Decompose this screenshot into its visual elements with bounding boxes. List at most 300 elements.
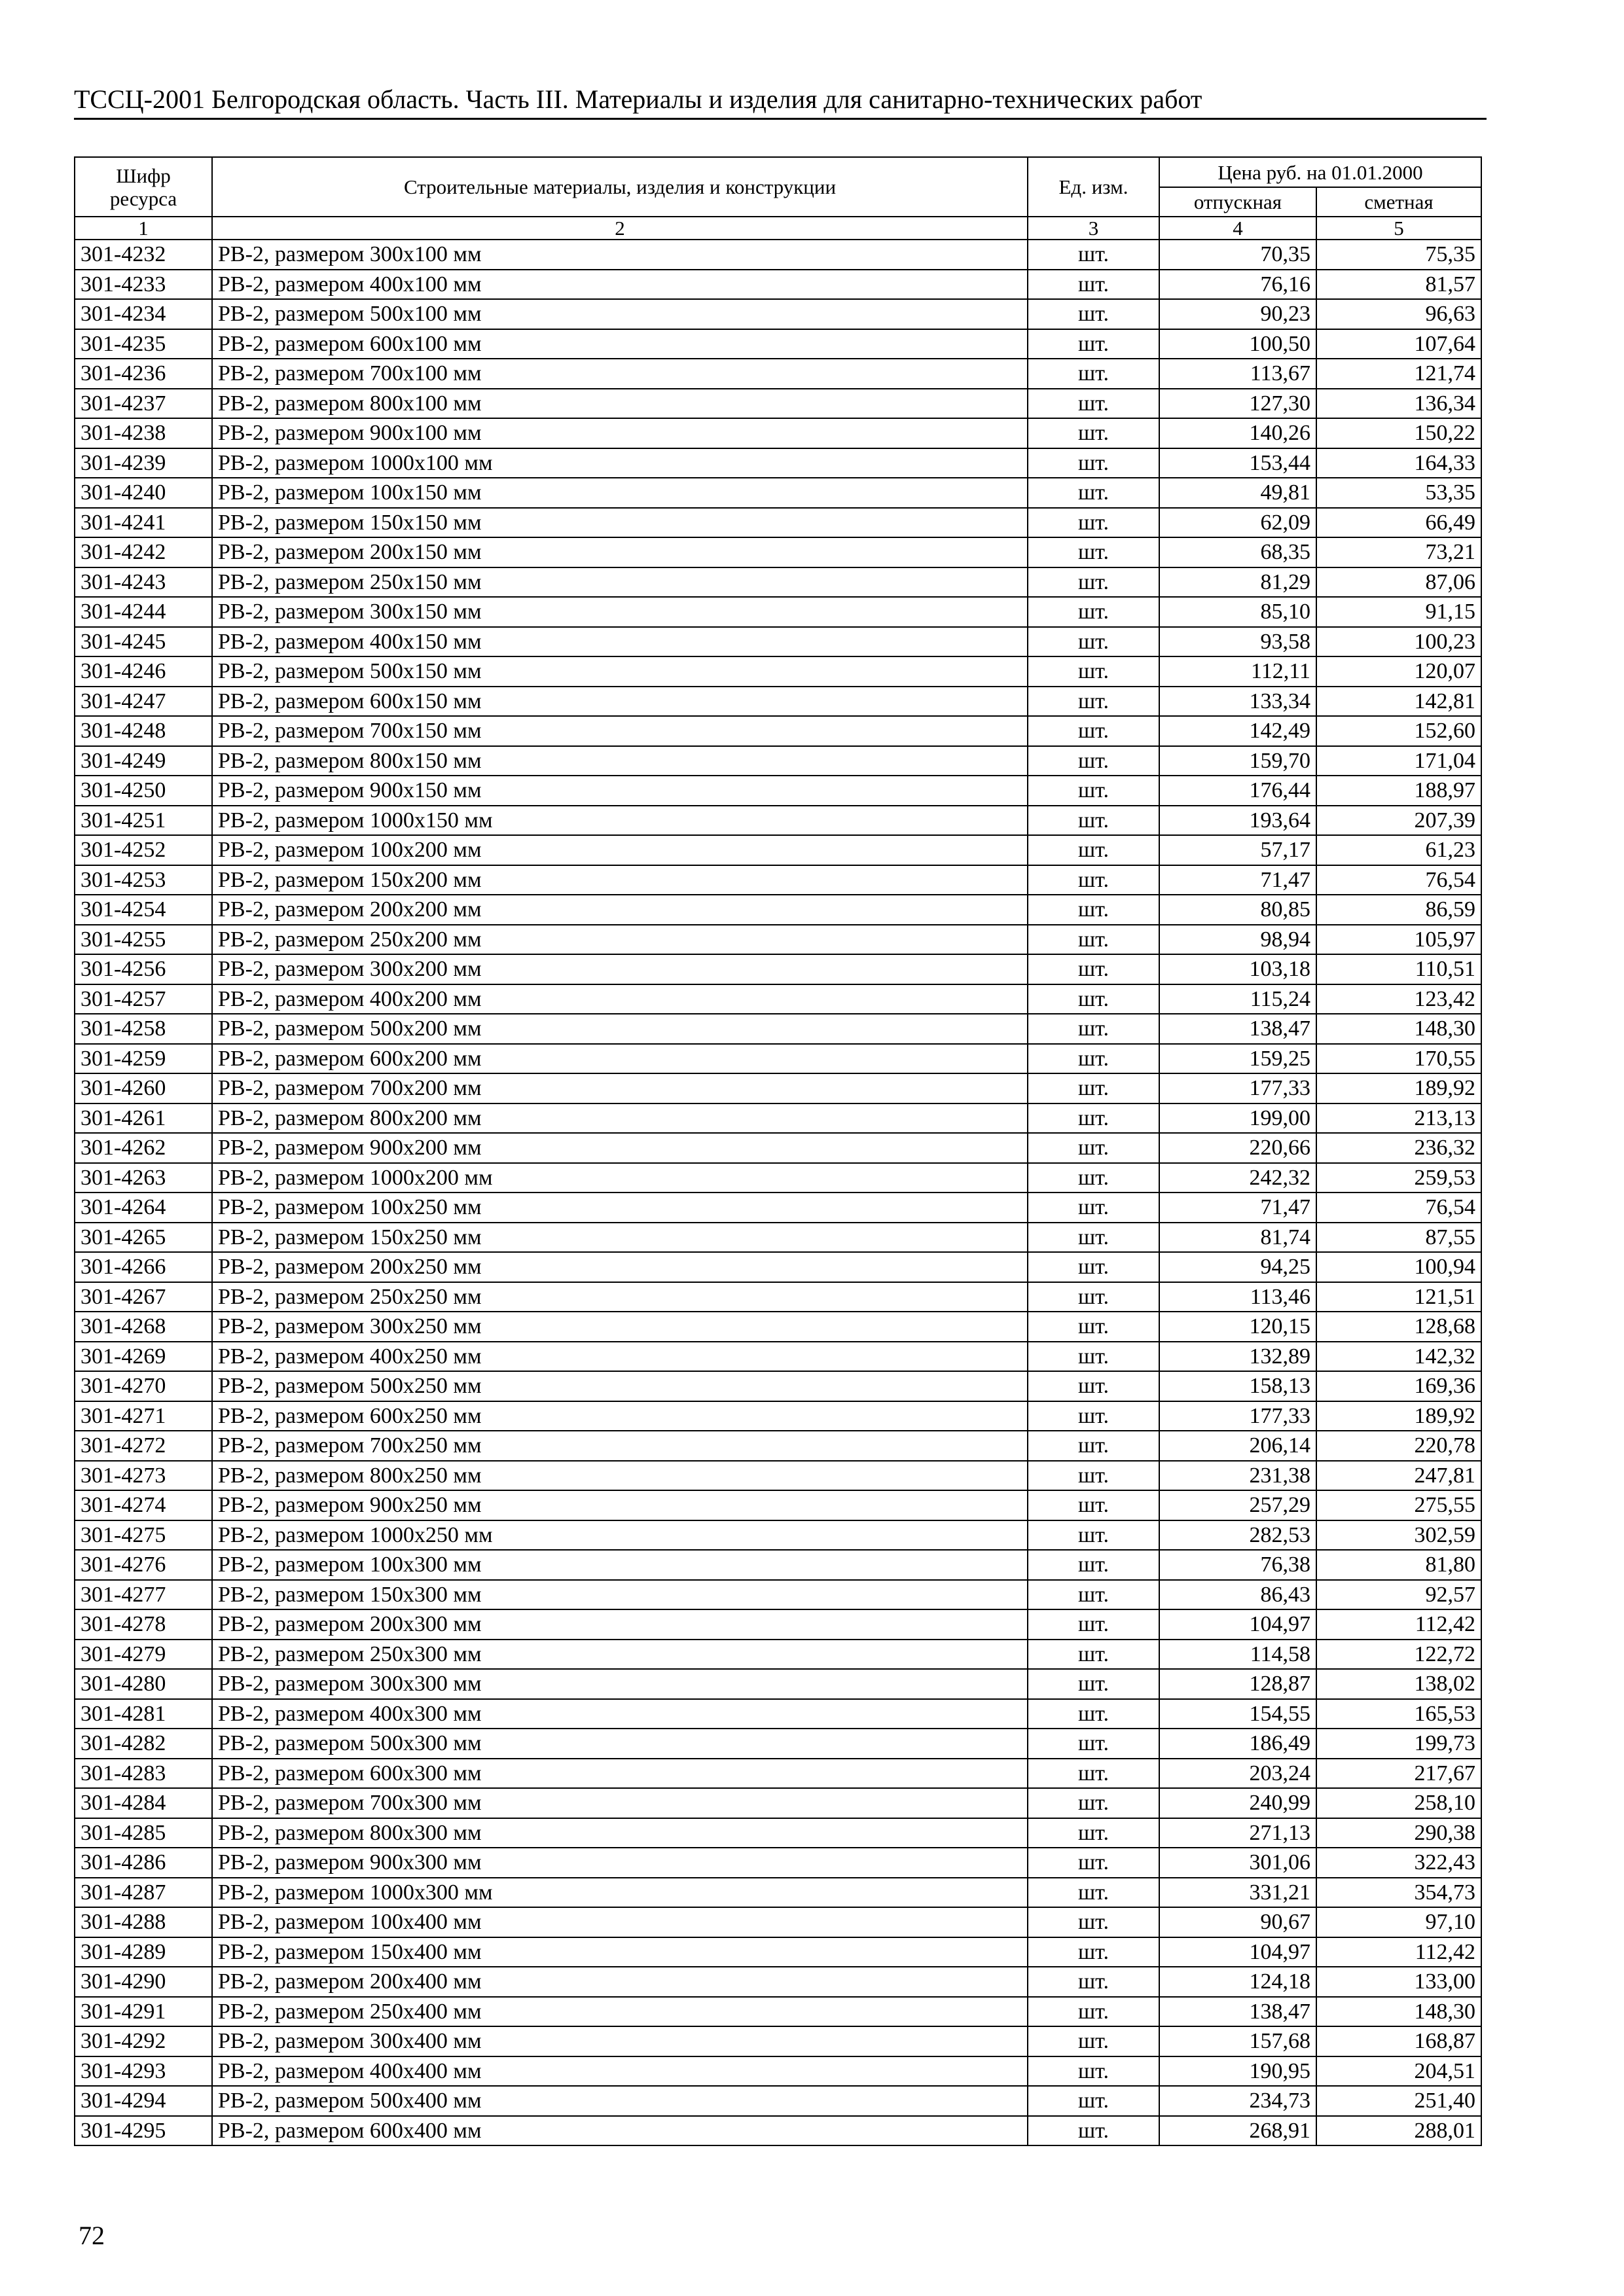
cell-price-estimate: 81,80 [1316,1550,1481,1580]
table-row [75,1729,1481,1759]
cell-price-release: 234,73 [1159,2086,1316,2116]
cell-name: РВ-2, размером 150х250 мм [212,1223,1028,1253]
cell-unit: шт. [1028,299,1159,329]
cell-name: РВ-2, размером 800х250 мм [212,1461,1028,1491]
cell-price-release: 231,38 [1159,1461,1316,1491]
cell-price-estimate: 199,73 [1316,1729,1481,1759]
table-row [75,1580,1481,1610]
cell-unit: шт. [1028,1907,1159,1937]
cell-price-release: 177,33 [1159,1073,1316,1103]
cell-name: РВ-2, размером 200х200 мм [212,895,1028,925]
column-number-1: 1 [75,217,212,240]
table-row [75,984,1481,1014]
cell-unit: шт. [1028,389,1159,419]
table-row [75,359,1481,389]
cell-price-release: 103,18 [1159,954,1316,984]
cell-name: РВ-2, размером 800х300 мм [212,1818,1028,1848]
cell-price-release: 62,09 [1159,508,1316,538]
cell-price-release: 57,17 [1159,835,1316,865]
cell-unit: шт. [1028,1609,1159,1640]
cell-name: РВ-2, размером 700х100 мм [212,359,1028,389]
cell-price-release: 268,91 [1159,2116,1316,2146]
cell-code: 301-4244 [75,597,212,627]
header-price-group: Цена руб. на 01.01.2000 [1159,157,1481,187]
cell-name: РВ-2, размером 200х250 мм [212,1252,1028,1282]
cell-code: 301-4256 [75,954,212,984]
cell-price-estimate: 133,00 [1316,1967,1481,1997]
table-row [75,746,1481,776]
cell-name: РВ-2, размером 1000х150 мм [212,806,1028,836]
table-row [75,1640,1481,1670]
cell-name: РВ-2, размером 1000х300 мм [212,1878,1028,1908]
cell-name: РВ-2, размером 600х150 мм [212,687,1028,717]
cell-code: 301-4251 [75,806,212,836]
cell-name: РВ-2, размером 300х100 мм [212,240,1028,270]
cell-unit: шт. [1028,1490,1159,1520]
cell-price-release: 157,68 [1159,2026,1316,2056]
cell-price-estimate: 188,97 [1316,776,1481,806]
table-row [75,954,1481,984]
cell-name: РВ-2, размером 900х150 мм [212,776,1028,806]
cell-code: 301-4259 [75,1044,212,1074]
cell-code: 301-4265 [75,1223,212,1253]
cell-price-release: 142,49 [1159,716,1316,746]
cell-unit: шт. [1028,1729,1159,1759]
cell-unit: шт. [1028,329,1159,359]
cell-name: РВ-2, размером 700х150 мм [212,716,1028,746]
cell-code: 301-4243 [75,567,212,598]
cell-name: РВ-2, размером 600х250 мм [212,1401,1028,1431]
cell-price-release: 71,47 [1159,865,1316,895]
cell-price-release: 100,50 [1159,329,1316,359]
table-row [75,537,1481,567]
cell-price-estimate: 96,63 [1316,299,1481,329]
cell-name: РВ-2, размером 800х200 мм [212,1103,1028,1134]
cell-price-estimate: 122,72 [1316,1640,1481,1670]
cell-price-release: 257,29 [1159,1490,1316,1520]
cell-price-release: 177,33 [1159,1401,1316,1431]
table-row [75,1878,1481,1908]
cell-price-estimate: 275,55 [1316,1490,1481,1520]
cell-name: РВ-2, размером 500х300 мм [212,1729,1028,1759]
table-row [75,1133,1481,1163]
cell-price-release: 153,44 [1159,448,1316,478]
cell-price-release: 104,97 [1159,1937,1316,1967]
table-row [75,1937,1481,1967]
cell-price-estimate: 100,23 [1316,627,1481,657]
cell-name: РВ-2, размером 400х150 мм [212,627,1028,657]
cell-price-release: 104,97 [1159,1609,1316,1640]
cell-code: 301-4295 [75,2116,212,2146]
cell-unit: шт. [1028,746,1159,776]
cell-price-estimate: 128,68 [1316,1312,1481,1342]
cell-price-estimate: 112,42 [1316,1937,1481,1967]
cell-price-release: 282,53 [1159,1520,1316,1551]
cell-unit: шт. [1028,835,1159,865]
cell-price-release: 80,85 [1159,895,1316,925]
header-price-estimate: сметная [1316,187,1481,217]
table-row [75,1669,1481,1699]
table-row [75,2086,1481,2116]
cell-price-estimate: 288,01 [1316,2116,1481,2146]
cell-price-estimate: 121,51 [1316,1282,1481,1312]
cell-code: 301-4292 [75,2026,212,2056]
cell-code: 301-4271 [75,1401,212,1431]
table-row [75,1252,1481,1282]
cell-code: 301-4287 [75,1878,212,1908]
cell-name: РВ-2, размером 100х200 мм [212,835,1028,865]
cell-code: 301-4291 [75,1997,212,2027]
page-number: 72 [79,2221,105,2250]
cell-unit: шт. [1028,1133,1159,1163]
cell-code: 301-4270 [75,1371,212,1401]
cell-name: РВ-2, размером 300х200 мм [212,954,1028,984]
cell-code: 301-4273 [75,1461,212,1491]
cell-code: 301-4282 [75,1729,212,1759]
page-running-title: ТССЦ-2001 Белгородская область. Часть III. Материалы и изделия для санитарно-технических работ [74,84,1202,114]
cell-name: РВ-2, размером 400х100 мм [212,270,1028,300]
cell-name: РВ-2, размером 250х300 мм [212,1640,1028,1670]
cell-code: 301-4239 [75,448,212,478]
table-row [75,776,1481,806]
table-row [75,567,1481,598]
cell-code: 301-4267 [75,1282,212,1312]
cell-unit: шт. [1028,1312,1159,1342]
cell-unit: шт. [1028,1788,1159,1818]
price-table-body [75,240,1481,2145]
cell-unit: шт. [1028,1461,1159,1491]
cell-name: РВ-2, размером 800х150 мм [212,746,1028,776]
cell-price-estimate: 251,40 [1316,2086,1481,2116]
cell-price-estimate: 207,39 [1316,806,1481,836]
header-rule [74,118,1487,120]
cell-unit: шт. [1028,597,1159,627]
table-row [75,1431,1481,1461]
cell-name: РВ-2, размером 150х200 мм [212,865,1028,895]
cell-code: 301-4283 [75,1759,212,1789]
cell-unit: шт. [1028,925,1159,955]
cell-unit: шт. [1028,1193,1159,1223]
cell-price-release: 301,06 [1159,1848,1316,1878]
cell-unit: шт. [1028,716,1159,746]
cell-name: РВ-2, размером 300х150 мм [212,597,1028,627]
cell-price-estimate: 87,55 [1316,1223,1481,1253]
cell-price-release: 127,30 [1159,389,1316,419]
cell-unit: шт. [1028,1997,1159,2027]
cell-unit: шт. [1028,895,1159,925]
cell-name: РВ-2, размером 300х250 мм [212,1312,1028,1342]
cell-code: 301-4266 [75,1252,212,1282]
cell-code: 301-4245 [75,627,212,657]
cell-name: РВ-2, размером 150х400 мм [212,1937,1028,1967]
cell-unit: шт. [1028,2026,1159,2056]
cell-price-estimate: 110,51 [1316,954,1481,984]
cell-name: РВ-2, размером 400х400 мм [212,2056,1028,2087]
cell-name: РВ-2, размером 400х200 мм [212,984,1028,1014]
cell-code: 301-4290 [75,1967,212,1997]
cell-price-release: 85,10 [1159,597,1316,627]
cell-price-release: 124,18 [1159,1967,1316,1997]
cell-name: РВ-2, размером 100х250 мм [212,1193,1028,1223]
table-row [75,1520,1481,1551]
table-row [75,2056,1481,2087]
cell-price-estimate: 86,59 [1316,895,1481,925]
cell-price-release: 138,47 [1159,1997,1316,2027]
cell-price-release: 206,14 [1159,1431,1316,1461]
cell-name: РВ-2, размером 900х250 мм [212,1490,1028,1520]
cell-code: 301-4258 [75,1014,212,1044]
cell-price-release: 271,13 [1159,1818,1316,1848]
cell-unit: шт. [1028,508,1159,538]
cell-price-estimate: 290,38 [1316,1818,1481,1848]
cell-name: РВ-2, размером 400х250 мм [212,1342,1028,1372]
cell-code: 301-4261 [75,1103,212,1134]
cell-price-estimate: 136,34 [1316,389,1481,419]
cell-price-release: 220,66 [1159,1133,1316,1163]
cell-price-release: 128,87 [1159,1669,1316,1699]
cell-price-estimate: 258,10 [1316,1788,1481,1818]
cell-name: РВ-2, размером 100х400 мм [212,1907,1028,1937]
cell-unit: шт. [1028,1937,1159,1967]
cell-unit: шт. [1028,1371,1159,1401]
cell-price-estimate: 61,23 [1316,835,1481,865]
table-row [75,1848,1481,1878]
cell-code: 301-4249 [75,746,212,776]
cell-name: РВ-2, размером 600х300 мм [212,1759,1028,1789]
table-row [75,1342,1481,1372]
cell-unit: шт. [1028,1967,1159,1997]
cell-unit: шт. [1028,954,1159,984]
cell-code: 301-4281 [75,1699,212,1729]
cell-price-release: 154,55 [1159,1699,1316,1729]
cell-code: 301-4263 [75,1163,212,1193]
table-row [75,1223,1481,1253]
cell-unit: шт. [1028,1014,1159,1044]
table-row [75,1103,1481,1134]
column-number-5: 5 [1316,217,1481,240]
cell-unit: шт. [1028,1818,1159,1848]
cell-price-estimate: 148,30 [1316,1014,1481,1044]
cell-price-release: 114,58 [1159,1640,1316,1670]
cell-price-estimate: 150,22 [1316,418,1481,448]
cell-name: РВ-2, размером 900х200 мм [212,1133,1028,1163]
cell-code: 301-4276 [75,1550,212,1580]
cell-name: РВ-2, размером 300х300 мм [212,1669,1028,1699]
cell-price-estimate: 100,94 [1316,1252,1481,1282]
cell-code: 301-4233 [75,270,212,300]
cell-unit: шт. [1028,567,1159,598]
table-row [75,1312,1481,1342]
cell-name: РВ-2, размером 1000х100 мм [212,448,1028,478]
cell-price-release: 242,32 [1159,1163,1316,1193]
cell-price-release: 203,24 [1159,1759,1316,1789]
table-row [75,1163,1481,1193]
cell-name: РВ-2, размером 500х400 мм [212,2086,1028,2116]
table-row [75,1818,1481,1848]
cell-unit: шт. [1028,1223,1159,1253]
cell-price-release: 81,74 [1159,1223,1316,1253]
cell-price-estimate: 53,35 [1316,478,1481,508]
cell-unit: шт. [1028,1044,1159,1074]
cell-price-release: 76,16 [1159,270,1316,300]
cell-name: РВ-2, размером 500х200 мм [212,1014,1028,1044]
cell-price-estimate: 354,73 [1316,1878,1481,1908]
cell-price-estimate: 164,33 [1316,448,1481,478]
cell-code: 301-4232 [75,240,212,270]
cell-unit: шт. [1028,776,1159,806]
cell-price-estimate: 213,13 [1316,1103,1481,1134]
cell-code: 301-4247 [75,687,212,717]
cell-code: 301-4241 [75,508,212,538]
cell-price-release: 159,70 [1159,746,1316,776]
cell-name: РВ-2, размером 500х150 мм [212,656,1028,687]
column-number-2: 2 [212,217,1028,240]
cell-unit: шт. [1028,270,1159,300]
table-row [75,329,1481,359]
cell-price-release: 133,34 [1159,687,1316,717]
column-number-4: 4 [1159,217,1316,240]
cell-code: 301-4268 [75,1312,212,1342]
cell-price-release: 140,26 [1159,418,1316,448]
cell-code: 301-4277 [75,1580,212,1610]
cell-price-release: 193,64 [1159,806,1316,836]
table-row [75,418,1481,448]
table-row [75,925,1481,955]
table-row [75,835,1481,865]
cell-name: РВ-2, размером 250х250 мм [212,1282,1028,1312]
cell-price-estimate: 121,74 [1316,359,1481,389]
cell-price-estimate: 236,32 [1316,1133,1481,1163]
cell-price-estimate: 92,57 [1316,1580,1481,1610]
cell-unit: шт. [1028,1640,1159,1670]
cell-price-release: 81,29 [1159,567,1316,598]
cell-unit: шт. [1028,2116,1159,2146]
cell-code: 301-4238 [75,418,212,448]
cell-price-estimate: 168,87 [1316,2026,1481,2056]
cell-unit: шт. [1028,984,1159,1014]
cell-code: 301-4240 [75,478,212,508]
table-row [75,1609,1481,1640]
cell-price-release: 71,47 [1159,1193,1316,1223]
cell-price-release: 49,81 [1159,478,1316,508]
cell-code: 301-4294 [75,2086,212,2116]
cell-code: 301-4246 [75,656,212,687]
cell-price-estimate: 217,67 [1316,1759,1481,1789]
cell-code: 301-4262 [75,1133,212,1163]
cell-price-estimate: 204,51 [1316,2056,1481,2087]
cell-name: РВ-2, размером 200х150 мм [212,537,1028,567]
cell-code: 301-4286 [75,1848,212,1878]
cell-price-estimate: 81,57 [1316,270,1481,300]
cell-code: 301-4260 [75,1073,212,1103]
cell-unit: шт. [1028,627,1159,657]
cell-price-release: 132,89 [1159,1342,1316,1372]
cell-price-release: 138,47 [1159,1014,1316,1044]
cell-price-estimate: 123,42 [1316,984,1481,1014]
cell-name: РВ-2, размером 250х150 мм [212,567,1028,598]
cell-price-estimate: 76,54 [1316,1193,1481,1223]
table-row [75,806,1481,836]
table-row [75,240,1481,270]
cell-name: РВ-2, размером 1000х200 мм [212,1163,1028,1193]
table-row [75,508,1481,538]
cell-price-estimate: 66,49 [1316,508,1481,538]
cell-unit: шт. [1028,865,1159,895]
cell-code: 301-4289 [75,1937,212,1967]
table-row [75,299,1481,329]
cell-name: РВ-2, размером 500х100 мм [212,299,1028,329]
cell-unit: шт. [1028,1550,1159,1580]
cell-price-release: 158,13 [1159,1371,1316,1401]
table-row [75,865,1481,895]
price-table [74,156,1482,2146]
table-row [75,389,1481,419]
cell-unit: шт. [1028,359,1159,389]
cell-unit: шт. [1028,2086,1159,2116]
cell-unit: шт. [1028,478,1159,508]
cell-price-release: 90,67 [1159,1907,1316,1937]
cell-price-release: 68,35 [1159,537,1316,567]
cell-price-release: 240,99 [1159,1788,1316,1818]
table-row [75,1967,1481,1997]
cell-name: РВ-2, размером 800х100 мм [212,389,1028,419]
cell-unit: шт. [1028,1163,1159,1193]
table-row [75,716,1481,746]
cell-price-release: 159,25 [1159,1044,1316,1074]
table-row [75,270,1481,300]
cell-price-release: 98,94 [1159,925,1316,955]
cell-name: РВ-2, размером 700х250 мм [212,1431,1028,1461]
cell-unit: шт. [1028,656,1159,687]
cell-code: 301-4236 [75,359,212,389]
table-row [75,2026,1481,2056]
cell-code: 301-4252 [75,835,212,865]
cell-unit: шт. [1028,1699,1159,1729]
cell-name: РВ-2, размером 250х200 мм [212,925,1028,955]
cell-code: 301-4275 [75,1520,212,1551]
table-row [75,1073,1481,1103]
cell-price-estimate: 73,21 [1316,537,1481,567]
table-row [75,1461,1481,1491]
cell-code: 301-4255 [75,925,212,955]
cell-name: РВ-2, размером 600х100 мм [212,329,1028,359]
cell-price-estimate: 322,43 [1316,1848,1481,1878]
cell-price-estimate: 247,81 [1316,1461,1481,1491]
cell-price-estimate: 97,10 [1316,1907,1481,1937]
cell-code: 301-4250 [75,776,212,806]
cell-code: 301-4257 [75,984,212,1014]
cell-price-estimate: 189,92 [1316,1073,1481,1103]
cell-unit: шт. [1028,1342,1159,1372]
cell-price-release: 113,67 [1159,359,1316,389]
cell-price-estimate: 152,60 [1316,716,1481,746]
cell-code: 301-4293 [75,2056,212,2087]
table-row [75,1699,1481,1729]
cell-price-estimate: 75,35 [1316,240,1481,270]
cell-code: 301-4254 [75,895,212,925]
cell-code: 301-4264 [75,1193,212,1223]
cell-unit: шт. [1028,1252,1159,1282]
header-price-release: отпускная [1159,187,1316,217]
cell-unit: шт. [1028,1431,1159,1461]
cell-unit: шт. [1028,2056,1159,2087]
table-row [75,1907,1481,1937]
cell-price-estimate: 105,97 [1316,925,1481,955]
cell-unit: шт. [1028,448,1159,478]
cell-price-release: 70,35 [1159,240,1316,270]
cell-name: РВ-2, размером 600х200 мм [212,1044,1028,1074]
header-code: Шифр ресурса [75,157,212,217]
